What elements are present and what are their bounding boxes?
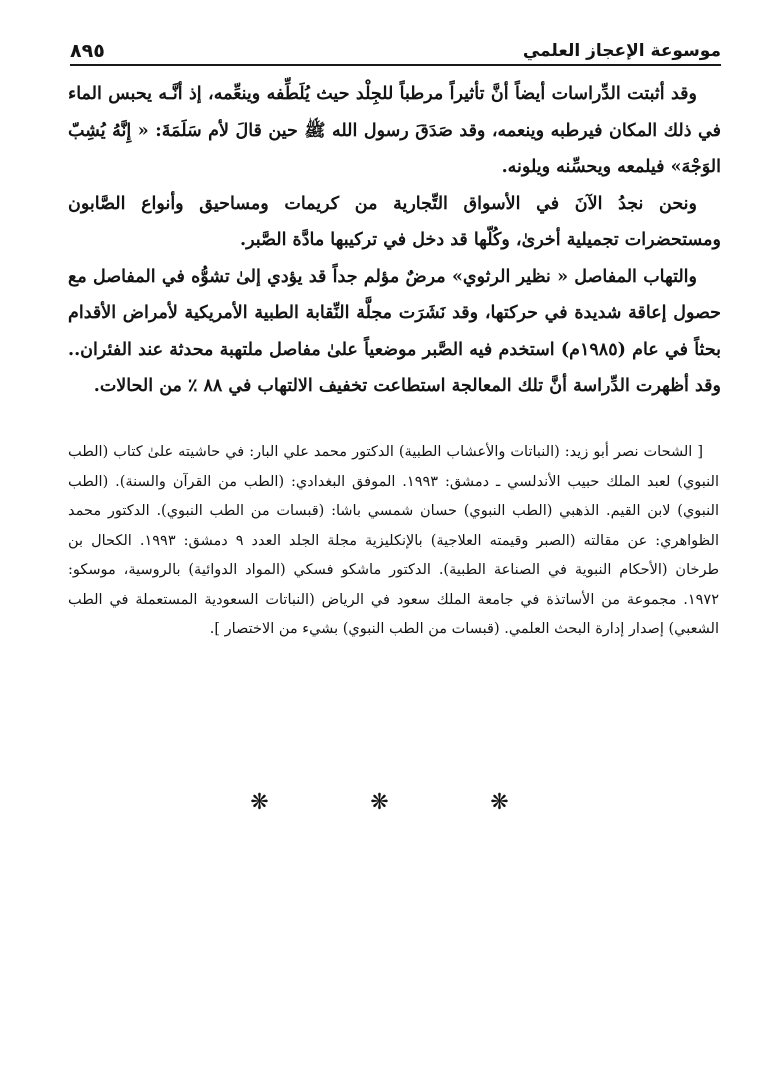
running-title: موسوعة الإعجاز العلمي: [522, 41, 721, 61]
section-separator: [0, 790, 759, 816]
asterism-icon: ❋: [370, 790, 389, 815]
asterism-icon: ❋: [490, 790, 509, 815]
references-footnote: [ الشحات نصر أبو زيد: (النباتات والأعشاب الطبية) الدكتور محمد علي البار: في حاشيته علىٰ كتاب (الطب النبوي) لعبد الملك حبيب الأندلسي ـ دمشق: ١٩٩٣. الموفق البغدادي: (الطب من القرآن والسنة). (الطب النبوي) لابن القيم. الذهبي (الطب النبوي) حسان شمسي باشا: (قبسات من الطب النبوي). الدكتور محمد الظواهري: عن مقالته (الصبر وقيمته العلاجية) بالإنكليزية مجلة الجلد العدد ٩ دمشق: ١٩٩٣. الكحال بن طرخان (الأحكام النبوية في الصناعة الطبية). الدكتور ماشكو فسكي (المواد الدوائية) بالروسية، موسكو: ١٩٧٢. مجموعة من الأساتذة في جامعة الملك سعود في الرياض (النباتات السعودية المستعملة في الطب الشعبي) إصدار إدارة البحث العلمي. (قبسات من الطب النبوي) بشيء من الاختصار ].: [68, 444, 719, 637]
page-number: ٨٩٥: [70, 40, 105, 62]
page-header: [70, 30, 721, 66]
main-text: [68, 76, 721, 405]
paragraph-cosmetics: ونحن نجدُ الآنَ في الأسواق التِّجارية من كريمات ومساحيق وأنواع الصَّابون ومستحضرات تجميلية أخرىٰ، وكُلّها قد دخل في تركيبها مادَّة الصَّبر.: [68, 193, 721, 250]
asterism-icon: ❋: [250, 790, 269, 815]
paragraph-arthritis: والتهاب المفاصل « نظير الرثوي» مرضٌ مؤلم جداً قد يؤدي إلىٰ تشوُّه في المفاصل مع حصول إعاقة شديدة في حركتها، وقد نَشَرَت مجلَّة النِّقابة الطبية الأمريكية لأمراض الأقدام بحثاً في عام (١٩٨٥م) استخدم فيه الصَّبر موضعياً علىٰ مفاصل ملتهبة محدثة عند الفئران.. وقد أظهرت الدِّراسة أنَّ تلك المعالجة استطاعت تخفيف الالتهاب في ٨٨ ٪ من الحالات.: [68, 266, 721, 396]
paragraph-skin-moisture: وقد أثبتت الدِّراسات أيضاً أنَّ تأثيراً مرطباً للجِلْد حيث يُلَطِّفه وينعِّمه، إذ أنَّـه يحبس الماء في ذلك المكان فيرطبه وينعمه، وقد صَدَقَ رسول الله ﷺ حين قالَ لأم سَلَمَةَ: « إِنَّهُ يُشِبّ الوَجْهَ» فيلمعه ويحسِّنه ويلونه.: [68, 84, 721, 177]
